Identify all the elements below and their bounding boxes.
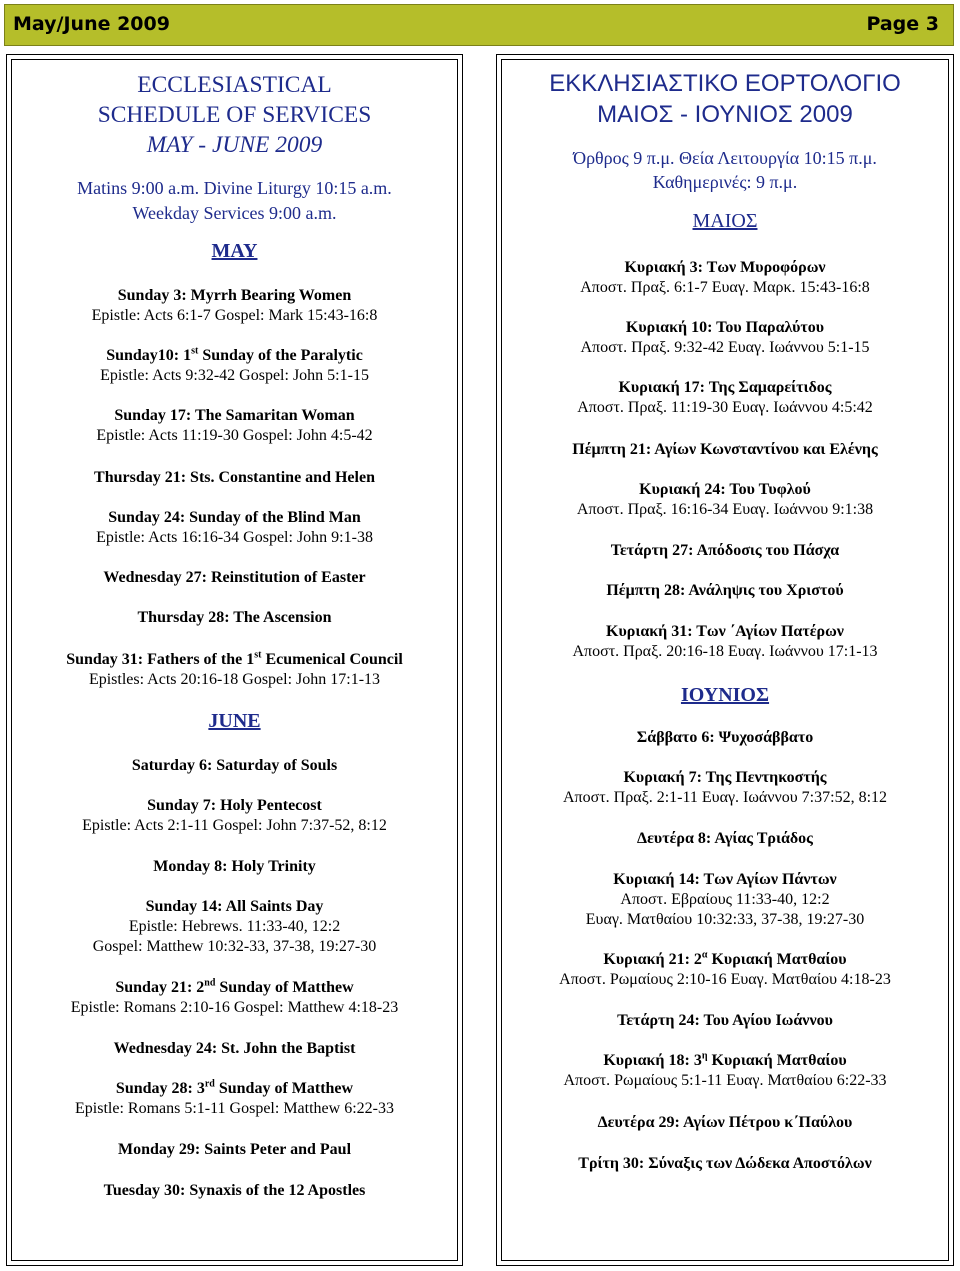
greek-event-june-21 bbox=[502, 950, 948, 990]
event-readings: Αποστ. Ρωμαίους 2:10-16 Ευαγ. Ματθαίου 4:18-23 bbox=[559, 971, 891, 988]
event-may-17 bbox=[12, 406, 457, 446]
greek-event-june-24 bbox=[502, 1011, 948, 1031]
greek-times-line-2: Καθημερινές: 9 π.μ. bbox=[652, 172, 798, 192]
event-readings: Epistle: Romans 5:1-11 Gospel: Matthew 6:22-33 bbox=[75, 1100, 394, 1117]
event-title: Σάββατο 6: Ψυχοσάββατο bbox=[636, 729, 814, 746]
event-title: Τρίτη 30: Σύναξις των Δώδεκα Αποστόλων bbox=[578, 1155, 872, 1172]
greek-schedule-inner bbox=[501, 59, 949, 1261]
event-readings: Epistle: Acts 11:19-30 Gospel: John 4:5-42 bbox=[96, 427, 373, 444]
event-readings: Epistles: Acts 20:16-18 Gospel: John 17:1-13 bbox=[88, 671, 381, 688]
event-title: Τετάρτη 27: Απόδοσις του Πάσχα bbox=[610, 542, 840, 559]
event-title: Δευτέρα 29: Αγίων Πέτρου κ΄Παύλου bbox=[597, 1114, 853, 1131]
event-readings: Αποστ. Πραξ. 2:1-11 Ευαγ. Ιωάννου 7:37:52, 8:12 bbox=[562, 789, 888, 806]
event-readings: Αποστ. Εβραίους 11:33-40, 12:2 bbox=[620, 891, 830, 908]
event-readings: Epistle: Acts 6:1-7 Gospel: Mark 15:43-16:8 bbox=[91, 307, 378, 324]
title-line-2: SCHEDULE OF SERVICES bbox=[97, 102, 372, 128]
event-may-24 bbox=[12, 508, 457, 548]
event-readings: Epistle: Acts 2:1-11 Gospel: John 7:37-52, 8:12 bbox=[82, 817, 387, 834]
greek-schedule-box bbox=[496, 54, 954, 1266]
greek-title bbox=[502, 68, 948, 130]
event-title: Sunday 7: Holy Pentecost bbox=[147, 797, 322, 814]
event-readings: Αποστ. Πραξ. 20:16-18 Ευαγ. Ιωάννου 17:1-13 bbox=[572, 643, 878, 660]
event-title: Thursday 28: The Ascension bbox=[137, 609, 332, 626]
title-line-3: MAY - JUNE 2009 bbox=[146, 132, 323, 158]
event-may-3 bbox=[12, 286, 457, 326]
event-readings: Epistle: Hebrews. 11:33-40, 12:2 bbox=[128, 918, 341, 935]
event-june-30 bbox=[12, 1181, 457, 1201]
event-readings: Αποστ. Ρωμαίους 5:1-11 Ευαγ. Ματθαίου 6:22-33 bbox=[563, 1072, 887, 1089]
event-may-31 bbox=[12, 650, 457, 690]
event-readings: Αποστ. Πραξ. 6:1-7 Ευαγ. Μαρκ. 15:43-16:8 bbox=[580, 279, 870, 296]
greek-service-times bbox=[502, 146, 948, 194]
event-title: Πέμπτη 28: Ανάληψις του Χριστού bbox=[606, 582, 844, 599]
event-june-8 bbox=[12, 857, 457, 877]
event-title: Τετάρτη 24: Του Αγίου Ιωάννου bbox=[617, 1012, 833, 1029]
event-title: Sunday 17: The Samaritan Woman bbox=[114, 407, 355, 424]
event-title: Δευτέρα 8: Αγίας Τριάδος bbox=[637, 830, 813, 847]
event-readings-2: Gospel: Matthew 10:32-33, 37-38, 19:27-30 bbox=[92, 938, 377, 955]
greek-title-line-1: ΕΚΚΛΗΣΙΑΣΤΙΚΟ ΕΟΡΤΟΛΟΓΙΟ bbox=[549, 70, 901, 97]
event-june-21 bbox=[12, 978, 457, 1018]
greek-event-may-27 bbox=[502, 541, 948, 561]
greek-event-may-28 bbox=[502, 581, 948, 601]
greek-event-june-6 bbox=[502, 728, 948, 748]
service-times bbox=[12, 176, 457, 226]
english-schedule-box bbox=[6, 54, 463, 1266]
event-readings: Epistle: Romans 2:10-16 Gospel: Matthew 4:18-23 bbox=[70, 999, 399, 1016]
greek-event-may-24 bbox=[502, 480, 948, 520]
event-june-14 bbox=[12, 897, 457, 957]
event-readings: Epistle: Acts 9:32-42 Gospel: John 5:1-15 bbox=[100, 367, 369, 384]
greek-month-heading-may: ΜΑΙΟΣ bbox=[692, 210, 758, 232]
event-title: Wednesday 24: St. John the Baptist bbox=[113, 1040, 356, 1057]
service-times-line-1: Matins 9:00 a.m. Divine Liturgy 10:15 a.m. bbox=[77, 178, 392, 198]
greek-times-line-1: Όρθρος 9 π.μ. Θεία Λειτουργία 10:15 π.μ. bbox=[573, 148, 877, 168]
english-title bbox=[12, 70, 457, 160]
greek-event-june-14 bbox=[502, 870, 948, 930]
event-title: Κυριακή 31: Των ΄Αγίων Πατέρων bbox=[606, 623, 844, 640]
greek-event-june-8 bbox=[502, 829, 948, 849]
english-schedule-inner bbox=[11, 59, 458, 1261]
event-title: Κυριακή 18: $3^\eta$ Κυριακή Ματθαίου bbox=[603, 1050, 847, 1069]
event-readings: Αποστ. Πραξ. 16:16-34 Ευαγ. Ιωάννου 9:1:38 bbox=[576, 501, 874, 518]
greek-event-may-31 bbox=[502, 622, 948, 662]
greek-event-june-30 bbox=[502, 1154, 948, 1174]
greek-month-heading-june: ΙΟΥΝΙΟΣ bbox=[680, 684, 770, 706]
event-readings-2: Ευαγ. Ματθαίου 10:32:33, 37-38, 19:27-30 bbox=[585, 911, 865, 928]
event-may-10 bbox=[12, 346, 457, 386]
event-june-6 bbox=[12, 756, 457, 776]
event-title: Sunday 14: All Saints Day bbox=[145, 898, 324, 915]
greek-event-may-3 bbox=[502, 258, 948, 298]
event-title: Thursday 21: Sts. Constantine and Helen bbox=[94, 469, 375, 486]
page-number: Page 3 bbox=[866, 13, 939, 35]
greek-event-may-17 bbox=[502, 378, 948, 418]
event-title: Πέμπτη 21: Αγίων Κωνσταντίνου και Ελένης bbox=[572, 441, 878, 458]
issue-date: May/June 2009 bbox=[13, 13, 170, 35]
greek-title-line-2: ΜΑΙΟΣ - ΙΟΥΝΙΟΣ 2009 bbox=[597, 101, 853, 128]
month-heading-june: JUNE bbox=[208, 710, 261, 732]
event-title: Sunday10: 1st Sunday of the Paralytic bbox=[106, 345, 363, 364]
event-title: Wednesday 27: Reinstitution of Easter bbox=[103, 569, 366, 586]
greek-event-june-18 bbox=[502, 1051, 948, 1091]
event-title: Sunday 31: Fathers of the 1st Ecumenical Council bbox=[66, 649, 403, 668]
event-title: Κυριακή 14: Των Αγίων Πάντων bbox=[613, 871, 837, 888]
event-title: Saturday 6: Saturday of Souls bbox=[131, 757, 338, 774]
event-title: Monday 8: Holy Trinity bbox=[153, 858, 316, 875]
event-title: Κυριακή 10: Του Παραλύτου bbox=[625, 319, 825, 336]
event-may-27 bbox=[12, 568, 457, 588]
event-june-28 bbox=[12, 1079, 457, 1119]
event-june-7 bbox=[12, 796, 457, 836]
event-title: Κυριακή 7: Της Πεντηκοστής bbox=[623, 769, 827, 786]
event-readings: Epistle: Acts 16:16-34 Gospel: John 9:1-38 bbox=[96, 529, 373, 546]
greek-event-may-10 bbox=[502, 318, 948, 358]
event-may-28 bbox=[12, 608, 457, 628]
event-may-21 bbox=[12, 468, 457, 488]
event-title: Sunday 28: 3rd Sunday of Matthew bbox=[115, 1078, 354, 1097]
event-title: Κυριακή 17: Της Σαμαρείτιδος bbox=[618, 379, 832, 396]
greek-event-june-29 bbox=[502, 1113, 948, 1133]
event-june-24 bbox=[12, 1039, 457, 1059]
page-header bbox=[4, 4, 954, 46]
event-title: Sunday 21: 2nd Sunday of Matthew bbox=[115, 977, 354, 996]
event-title: Sunday 24: Sunday of the Blind Man bbox=[108, 509, 361, 526]
greek-event-june-7 bbox=[502, 768, 948, 808]
event-title: Κυριακή 3: Των Μυροφόρων bbox=[624, 259, 826, 276]
month-heading-may: MAY bbox=[211, 240, 258, 262]
event-title: Monday 29: Saints Peter and Paul bbox=[117, 1141, 352, 1158]
title-line-1: ECCLESIASTICAL bbox=[137, 72, 332, 98]
event-title: Κυριακή 24: Του Τυφλού bbox=[639, 481, 811, 498]
service-times-line-2: Weekday Services 9:00 a.m. bbox=[132, 203, 337, 223]
event-title: Sunday 3: Myrrh Bearing Women bbox=[117, 287, 352, 304]
event-readings: Αποστ. Πραξ. 11:19-30 Ευαγ. Ιωάννου 4:5:42 bbox=[577, 399, 873, 416]
event-title: Tuesday 30: Synaxis of the 12 Apostles bbox=[103, 1182, 366, 1199]
event-title: Κυριακή 21: $2^\alpha$ Κυριακή Ματθαίου bbox=[603, 949, 847, 968]
event-readings: Αποστ. Πραξ. 9:32-42 Ευαγ. Ιωάννου 5:1-15 bbox=[580, 339, 870, 356]
event-june-29 bbox=[12, 1140, 457, 1160]
greek-event-may-21 bbox=[502, 440, 948, 460]
